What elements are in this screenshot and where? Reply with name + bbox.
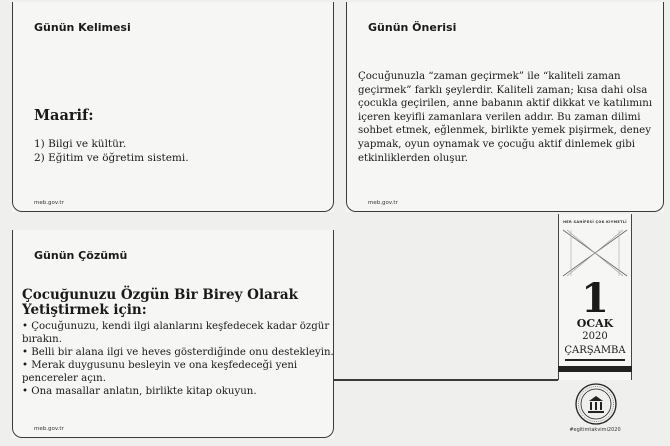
calendar-year: 2020 <box>582 331 608 342</box>
hashtag-text: #egitimtakvimi2020 <box>569 427 621 433</box>
solution-item: • Çocuğunuzu, kendi ilgi alanlarını keşfedecek kadar özgür bırakın. <box>22 320 334 346</box>
solution-item: • Belli bir alana ilgi ve heves gösterdiğinde onu destekleyin. <box>22 346 334 359</box>
calendar-rule <box>565 359 625 361</box>
card-title: Günün Önerisi <box>368 21 457 34</box>
solution-heading: Çocuğunuzu Özgün Bir Birey Olarak Yetiştirmek için: <box>22 287 299 318</box>
footer-link[interactable]: meb.gov.tr <box>368 200 398 206</box>
solution-list <box>22 320 334 398</box>
calendar-cross-lines <box>561 228 629 278</box>
solution-item: • Merak duygusunu besleyin ve ona keşfedeceği yeni pencereler açın. <box>22 359 334 385</box>
solution-of-the-day-card <box>12 230 334 438</box>
calendar-weekday: ÇARŞAMBA <box>564 345 626 356</box>
footer-link[interactable]: meb.gov.tr <box>34 200 64 206</box>
card-title: Günün Kelimesi <box>34 21 131 34</box>
divider-line <box>334 379 558 381</box>
card-title: Günün Çözümü <box>34 249 128 262</box>
suggestion-of-the-day-card <box>346 2 664 212</box>
ministry-emblem-icon <box>574 382 618 426</box>
solution-item: • Ona masallar anlatın, birlikte kitap okuyun. <box>22 385 334 398</box>
calendar-day: 1 <box>581 275 609 322</box>
word-term: Maarif: <box>34 107 94 124</box>
footer-link[interactable]: meb.gov.tr <box>34 426 64 432</box>
calendar-banner: HER SAHİFESİ ÇOK KIYMETLİ <box>563 220 627 224</box>
tear-off-calendar <box>558 214 632 380</box>
calendar-month: OCAK <box>576 317 614 330</box>
definition-item: 2) Eğitim ve öğretim sistemi. <box>34 152 189 164</box>
word-of-the-day-card <box>12 2 334 212</box>
calendar-base-bar <box>558 366 632 372</box>
definition-item: 1) Bilgi ve kültür. <box>34 138 127 150</box>
suggestion-text: Çocuğunuzla “zaman geçirmek” ile “kaliteli zaman geçirmek” farklı şeylerdir. Kaliteli zaman; kısa dahi olsa çocukla geçirilen, anne babanın aktif dikkat ve katılımını içeren keyifli zamanlara verilen addır. Bu zaman dilimi sohbet etmek, eğlenmek, birlikte yemek pişirmek, deney yapmak, oyun oynamak ve çocuğu aktif dinlemek gibi etkinliklerden oluşur. <box>358 71 653 164</box>
definition-list <box>34 137 189 165</box>
